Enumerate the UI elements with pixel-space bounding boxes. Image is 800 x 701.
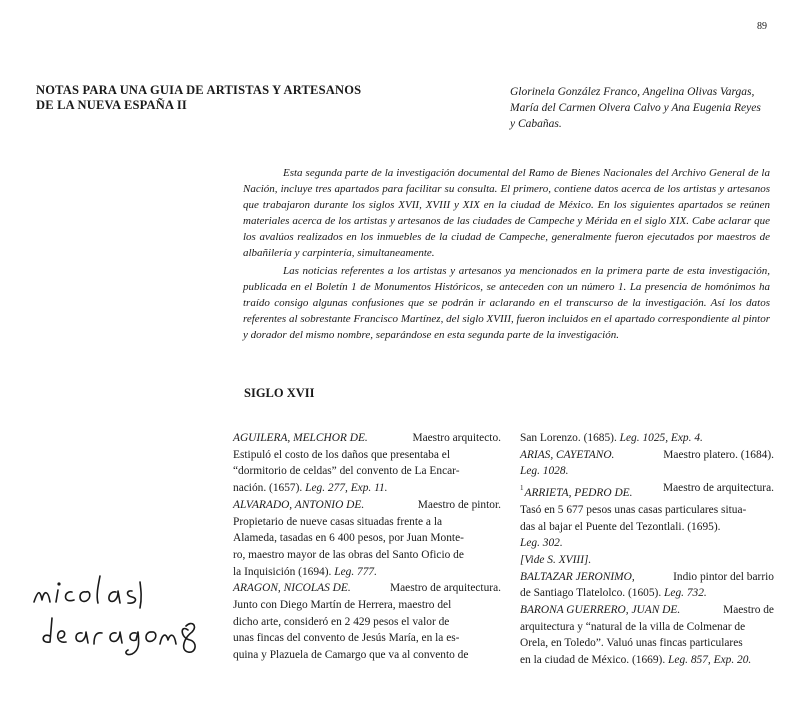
entry-text: Maestro de pintor. xyxy=(417,498,501,511)
entry-name: BALTAZAR JERONIMO, xyxy=(520,570,635,583)
entry-text: Maestro platero. (1684). xyxy=(663,448,774,461)
entry-line xyxy=(520,652,774,669)
entry-text: Alameda, tasadas en 6 400 pesos, por Juan Monte- xyxy=(233,532,464,545)
entry-line xyxy=(233,447,501,464)
abstract xyxy=(243,165,770,343)
entry-aragon xyxy=(233,580,501,597)
entry-text: Indio pintor del barrio xyxy=(673,570,774,583)
authors-line: Glorinela González Franco, Angelina Olivas Vargas, xyxy=(510,86,755,98)
entries-right-column xyxy=(520,430,774,669)
entry-line xyxy=(520,463,774,480)
entry-reference: Leg. 857, Exp. 20. xyxy=(668,654,752,667)
entry-line xyxy=(520,519,774,536)
entry-line xyxy=(520,502,774,519)
first-part-marker: 1 xyxy=(520,484,524,493)
entry-name: ALVARADO, ANTONIO DE. xyxy=(233,498,365,511)
entry-text: Maestro de arquitectura. xyxy=(662,482,774,495)
entry-name: ARRIETA, PEDRO DE. xyxy=(524,487,633,500)
entry-reference: Leg. 777. xyxy=(334,565,377,578)
entry-text: Maestro de arquitectura. xyxy=(389,582,501,595)
entry-cross-reference: [Vide S. XVIII]. xyxy=(520,553,592,566)
abstract-paragraph: Las noticias referentes a los artistas y artesanos ya mencionados en la primera parte de esta investigación, publicada en el Boletín 1 de Monumentos Históricos, se anteceden con un número 1. La presencia de homónimos ha traído consigo algunas confusiones que se podrán ir aclarando en el transcurso de la investigación. Así los datos referentes al sobrestante Francisco Martínez, del siglo XVIII, fueron incluidos en el apartado correspondiente al pintor y dorador del mismo nombre, separándose en esta segunda parte de la investigación. xyxy=(243,264,770,341)
abstract-paragraph: Esta segunda parte de la investigación documental del Ramo de Bienes Nacionales del Archivo General de la Nación, incluye tres apartados para facilitar su consulta. El primero, contiene datos acerca de los artistas y artesanos que trabajaron durante los siglos XVII, XVIII y XIX en la ciudad de México. En los siguientes apartados se reúnen materiales acerca de los artistas y artesanos de las ciudades de Campeche y Mérida en el siglo XIX. Cabe aclarar que los avalúos realizados en los inmuebles de la ciudad de Campeche, generalmente fueron ejecutados por maestros de albañilería y carpintería, simultaneamente. xyxy=(243,167,770,260)
article-authors xyxy=(510,84,782,132)
entry-line xyxy=(520,585,774,602)
entry-text: la Inquisición (1694). xyxy=(233,565,332,578)
entry-line xyxy=(233,514,501,531)
entry-name: ARIAS, CAYETANO. xyxy=(520,448,615,461)
entry-text: Estipuló el costo de los daños que presentaba el xyxy=(233,448,451,461)
entry-text: quina y Plazuela de Camargo que va al convento de xyxy=(233,649,469,662)
entry-text: arquitectura y “natural de la villa de Colmenar de xyxy=(520,620,746,633)
entry-line xyxy=(520,619,774,636)
entry-barona xyxy=(520,602,774,619)
entry-alvarado xyxy=(233,497,501,514)
authors-line: María del Carmen Olvera Calvo y Ana Eugenia Reyes xyxy=(510,102,761,114)
entry-line xyxy=(233,564,501,581)
title-line: NOTAS PARA UNA GUIA DE ARTISTAS Y ARTESANOS xyxy=(36,83,362,97)
entry-arrieta xyxy=(520,480,774,502)
entry-line xyxy=(520,635,774,652)
title-line: DE LA NUEVA ESPAÑA II xyxy=(36,98,188,112)
entry-text: dicho arte, consideró en 2 429 pesos el valor de xyxy=(233,615,450,628)
entry-text: Maestro arquitecto. xyxy=(412,432,501,444)
entry-line xyxy=(233,480,501,497)
entry-reference: Leg. 732. xyxy=(664,587,707,600)
entry-reference: Leg. 1028. xyxy=(520,465,569,478)
entry-text: das al bajar el Puente del Tezontlali. (1695). xyxy=(520,520,721,533)
entry-line xyxy=(233,530,501,547)
entry-name: BARONA GUERRERO, JUAN DE. xyxy=(520,604,681,617)
entry-text: Maestro de xyxy=(723,604,774,617)
section-heading: SIGLO XVII xyxy=(244,386,315,400)
entry-text: ro, maestro mayor de las obras del Santo Oficio de xyxy=(233,548,464,561)
handwritten-signature xyxy=(28,560,238,660)
entry-text: Junto con Diego Martín de Herrera, maestro del xyxy=(233,599,452,612)
entry-reference: Leg. 1025, Exp. 4. xyxy=(619,432,703,444)
authors-line: y Cabañas. xyxy=(510,118,562,130)
entry-arias xyxy=(520,447,774,464)
entry-continuation xyxy=(520,430,774,447)
entry-name: AGUILERA, MELCHOR DE. xyxy=(233,432,368,444)
page-number: 89 xyxy=(757,21,767,32)
entry-reference: Leg. 277, Exp. 11. xyxy=(305,482,388,495)
entry-line xyxy=(233,630,501,647)
entry-line xyxy=(233,647,501,664)
entry-text: Tasó en 5 677 pesos unas casas particulares situa- xyxy=(520,503,747,516)
entry-name: ARAGON, NICOLAS DE. xyxy=(233,582,351,595)
entry-text: nación. (1657). xyxy=(233,482,303,495)
entry-text: unas fincas del convento de Jesús María, en la es- xyxy=(233,632,460,645)
entries-left-column xyxy=(233,430,501,664)
entry-text: de Santiago Tlatelolco. (1605). xyxy=(520,587,662,600)
article-title xyxy=(36,83,416,113)
entry-text: en la ciudad de México. (1669). xyxy=(520,654,666,667)
entry-text: San Lorenzo. (1685). xyxy=(520,432,617,444)
entry-aguilera xyxy=(233,430,501,447)
entry-text: Orela, en Toledo”. Valuó unas fincas particulares xyxy=(520,637,743,650)
entry-line xyxy=(233,547,501,564)
entry-baltazar xyxy=(520,569,774,586)
entry-line xyxy=(233,597,501,614)
entry-line xyxy=(520,535,774,552)
entry-line xyxy=(233,614,501,631)
entry-text: “dormitorio de celdas” del convento de La Encar- xyxy=(233,465,460,478)
entry-reference: Leg. 302. xyxy=(520,537,563,550)
entry-line xyxy=(520,552,774,569)
entry-text: Propietario de nueve casas situadas frente a la xyxy=(233,515,443,528)
entry-line xyxy=(233,463,501,480)
